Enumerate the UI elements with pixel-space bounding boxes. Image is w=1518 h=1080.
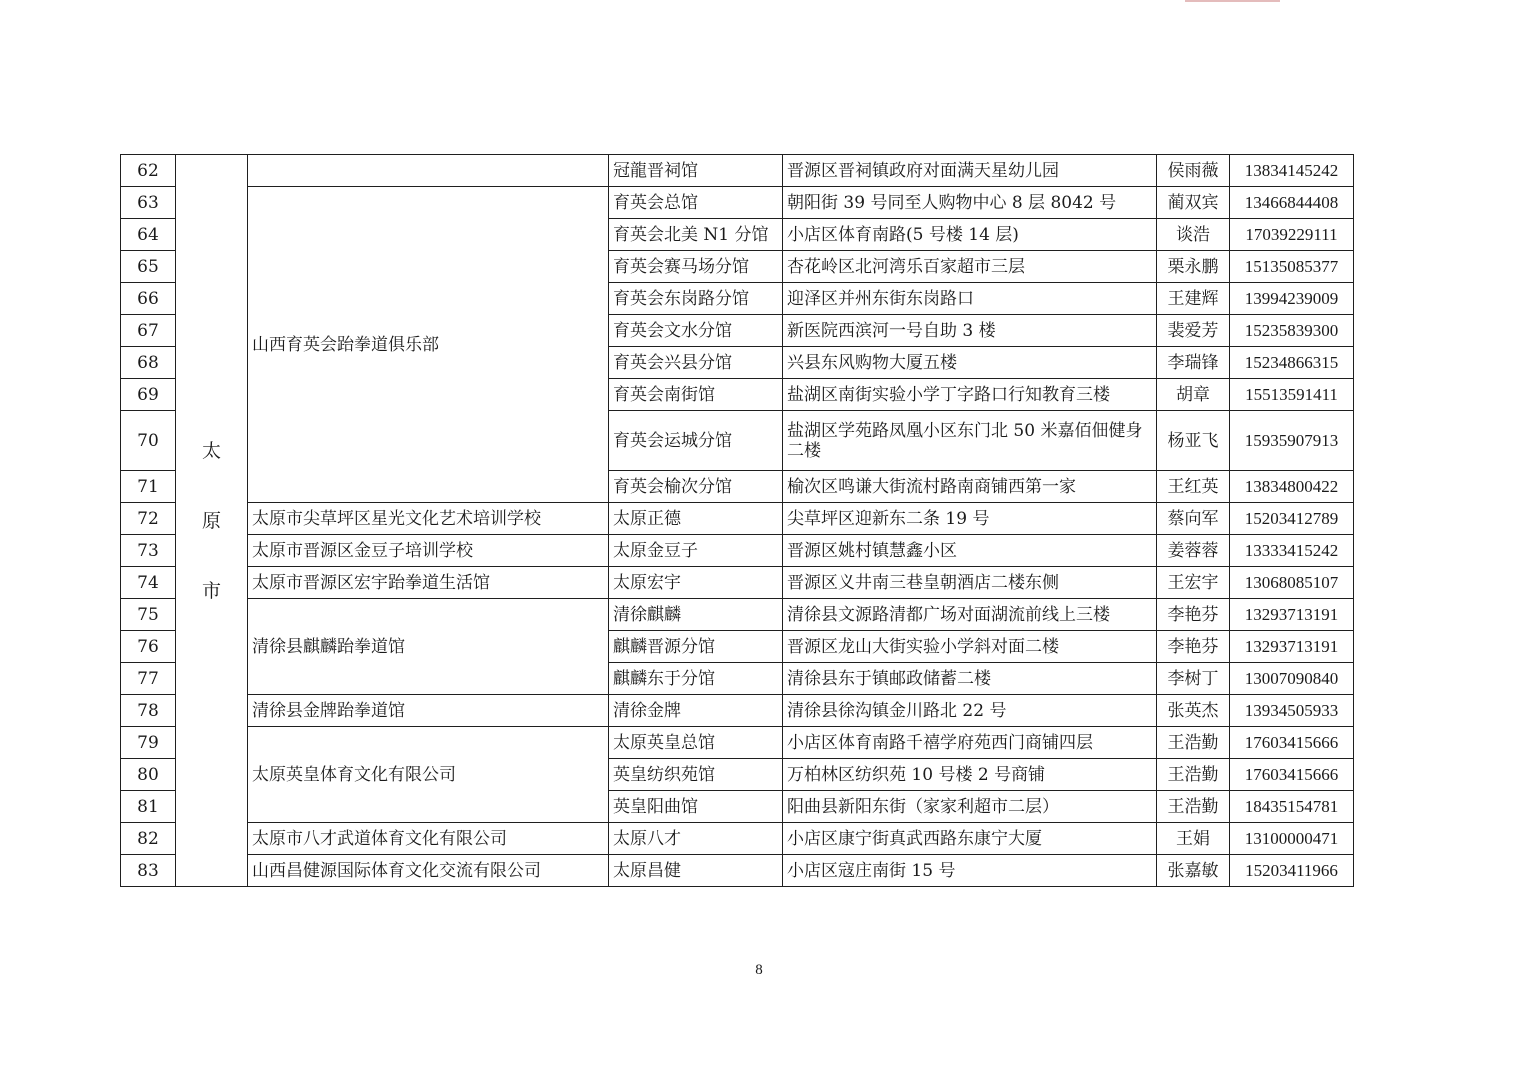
row-number: 80 — [121, 759, 176, 791]
org-name: 太原英皇体育文化有限公司 — [248, 727, 609, 823]
contact-person: 杨亚飞 — [1157, 411, 1230, 471]
row-number: 76 — [121, 631, 176, 663]
org-name: 山西昌健源国际体育文化交流有限公司 — [248, 855, 609, 887]
contact-person: 张嘉敏 — [1157, 855, 1230, 887]
venue-name: 育英会运城分馆 — [609, 411, 783, 471]
contact-phone: 15935907913 — [1230, 411, 1354, 471]
table-row — [121, 855, 1354, 887]
row-number: 69 — [121, 379, 176, 411]
contact-phone: 13834145242 — [1230, 155, 1354, 187]
venue-name: 太原金豆子 — [609, 535, 783, 567]
org-name: 太原市晋源区金豆子培训学校 — [248, 535, 609, 567]
row-number: 72 — [121, 503, 176, 535]
org-name: 清徐县麒麟跆拳道馆 — [248, 599, 609, 695]
row-number: 77 — [121, 663, 176, 695]
venue-name: 清徐金牌 — [609, 695, 783, 727]
contact-phone: 18435154781 — [1230, 791, 1354, 823]
table-row — [121, 155, 1354, 187]
contact-person: 李树丁 — [1157, 663, 1230, 695]
org-name: 清徐县金牌跆拳道馆 — [248, 695, 609, 727]
venue-name: 育英会赛马场分馆 — [609, 251, 783, 283]
contact-phone: 13100000471 — [1230, 823, 1354, 855]
contact-phone: 13293713191 — [1230, 631, 1354, 663]
venue-address: 晋源区龙山大街实验小学斜对面二楼 — [783, 631, 1157, 663]
venue-name: 太原八才 — [609, 823, 783, 855]
venue-address: 兴县东风购物大厦五楼 — [783, 347, 1157, 379]
table-row — [121, 187, 1354, 219]
venue-name: 英皇阳曲馆 — [609, 791, 783, 823]
row-number: 64 — [121, 219, 176, 251]
org-cell-empty — [248, 155, 609, 187]
contact-phone: 13068085107 — [1230, 567, 1354, 599]
table-row — [121, 727, 1354, 759]
row-number: 75 — [121, 599, 176, 631]
city-char: 原 — [201, 509, 221, 532]
venue-roster-table — [120, 154, 1354, 887]
venue-address: 榆次区鸣谦大街流村路南商铺西第一家 — [783, 471, 1157, 503]
venue-address: 万柏林区纺织苑 10 号楼 2 号商铺 — [783, 759, 1157, 791]
venue-address: 晋源区晋祠镇政府对面满天星幼儿园 — [783, 155, 1157, 187]
venue-name: 育英会总馆 — [609, 187, 783, 219]
row-number: 66 — [121, 283, 176, 315]
contact-person: 王红英 — [1157, 471, 1230, 503]
venue-name: 麒麟东于分馆 — [609, 663, 783, 695]
venue-name: 太原正德 — [609, 503, 783, 535]
venue-address: 杏花岭区北河湾乐百家超市三层 — [783, 251, 1157, 283]
contact-phone: 15513591411 — [1230, 379, 1354, 411]
row-number: 67 — [121, 315, 176, 347]
city-cell — [176, 155, 248, 887]
contact-phone: 17603415666 — [1230, 759, 1354, 791]
contact-person: 李瑞锋 — [1157, 347, 1230, 379]
contact-phone: 13934505933 — [1230, 695, 1354, 727]
contact-person: 胡章 — [1157, 379, 1230, 411]
venue-name: 冠龍晋祠馆 — [609, 155, 783, 187]
row-number: 63 — [121, 187, 176, 219]
row-number: 68 — [121, 347, 176, 379]
contact-phone: 15135085377 — [1230, 251, 1354, 283]
org-name: 山西育英会跆拳道俱乐部 — [248, 187, 609, 503]
table-row — [121, 503, 1354, 535]
venue-name: 麒麟晋源分馆 — [609, 631, 783, 663]
contact-phone: 13293713191 — [1230, 599, 1354, 631]
contact-phone: 15203411966 — [1230, 855, 1354, 887]
contact-phone: 13834800422 — [1230, 471, 1354, 503]
row-number: 83 — [121, 855, 176, 887]
venue-address: 晋源区姚村镇慧鑫小区 — [783, 535, 1157, 567]
contact-person: 李艳芬 — [1157, 599, 1230, 631]
page-number: 8 — [755, 962, 763, 978]
scan-edge-mark — [1185, 0, 1280, 2]
venue-address: 尖草坪区迎新东二条 19 号 — [783, 503, 1157, 535]
contact-person: 王浩勤 — [1157, 791, 1230, 823]
contact-person: 王宏宇 — [1157, 567, 1230, 599]
table-row — [121, 695, 1354, 727]
venue-address: 盐湖区南街实验小学丁字路口行知教育三楼 — [783, 379, 1157, 411]
row-number: 62 — [121, 155, 176, 187]
venue-name: 育英会文水分馆 — [609, 315, 783, 347]
contact-person: 王浩勤 — [1157, 759, 1230, 791]
venue-address: 清徐县徐沟镇金川路北 22 号 — [783, 695, 1157, 727]
org-name: 太原市晋源区宏宇跆拳道生活馆 — [248, 567, 609, 599]
table-row — [121, 599, 1354, 631]
venue-name: 太原宏宇 — [609, 567, 783, 599]
venue-name: 育英会南街馆 — [609, 379, 783, 411]
venue-address: 小店区寇庄南街 15 号 — [783, 855, 1157, 887]
venue-address: 阳曲县新阳东街（家家利超市二层） — [783, 791, 1157, 823]
venue-address: 小店区康宁街真武西路东康宁大厦 — [783, 823, 1157, 855]
org-name: 太原市尖草坪区星光文化艺术培训学校 — [248, 503, 609, 535]
venue-name: 太原英皇总馆 — [609, 727, 783, 759]
contact-person: 李艳芬 — [1157, 631, 1230, 663]
contact-person: 侯雨薇 — [1157, 155, 1230, 187]
org-name: 太原市八才武道体育文化有限公司 — [248, 823, 609, 855]
venue-address: 盐湖区学苑路凤凰小区东门北 50 米嘉佰佃健身二楼 — [783, 411, 1157, 471]
venue-address: 迎泽区并州东街东岗路口 — [783, 283, 1157, 315]
table-row — [121, 823, 1354, 855]
contact-person: 张英杰 — [1157, 695, 1230, 727]
contact-phone: 15235839300 — [1230, 315, 1354, 347]
venue-address: 新医院西滨河一号自助 3 楼 — [783, 315, 1157, 347]
row-number: 71 — [121, 471, 176, 503]
row-number: 65 — [121, 251, 176, 283]
contact-person: 蔺双宾 — [1157, 187, 1230, 219]
contact-phone: 15203412789 — [1230, 503, 1354, 535]
venue-address: 晋源区义井南三巷皇朝酒店二楼东侧 — [783, 567, 1157, 599]
row-number: 78 — [121, 695, 176, 727]
venue-name: 育英会北美 N1 分馆 — [609, 219, 783, 251]
venue-name: 英皇纺织苑馆 — [609, 759, 783, 791]
venue-name: 育英会榆次分馆 — [609, 471, 783, 503]
venue-name: 清徐麒麟 — [609, 599, 783, 631]
row-number: 82 — [121, 823, 176, 855]
contact-person: 王浩勤 — [1157, 727, 1230, 759]
contact-person: 谈浩 — [1157, 219, 1230, 251]
contact-phone: 13007090840 — [1230, 663, 1354, 695]
contact-person: 裴爱芳 — [1157, 315, 1230, 347]
city-char: 市 — [201, 579, 221, 602]
contact-phone: 15234866315 — [1230, 347, 1354, 379]
venue-address: 清徐县东于镇邮政储蓄二楼 — [783, 663, 1157, 695]
venue-address: 小店区体育南路千禧学府苑西门商铺四层 — [783, 727, 1157, 759]
venue-address: 小店区体育南路(5 号楼 14 层) — [783, 219, 1157, 251]
contact-person: 栗永鹏 — [1157, 251, 1230, 283]
table-row — [121, 567, 1354, 599]
contact-phone: 13994239009 — [1230, 283, 1354, 315]
contact-phone: 17039229111 — [1230, 219, 1354, 251]
venue-address: 清徐县文源路清都广场对面湖流前线上三楼 — [783, 599, 1157, 631]
venue-name: 育英会兴县分馆 — [609, 347, 783, 379]
contact-person: 王娟 — [1157, 823, 1230, 855]
contact-person: 王建辉 — [1157, 283, 1230, 315]
table-row — [121, 535, 1354, 567]
city-char: 太 — [201, 439, 221, 462]
row-number: 81 — [121, 791, 176, 823]
row-number: 73 — [121, 535, 176, 567]
row-number: 74 — [121, 567, 176, 599]
row-number: 70 — [121, 411, 176, 471]
contact-phone: 17603415666 — [1230, 727, 1354, 759]
row-number: 79 — [121, 727, 176, 759]
contact-person: 蔡向军 — [1157, 503, 1230, 535]
contact-person: 姜蓉蓉 — [1157, 535, 1230, 567]
venue-name: 太原昌健 — [609, 855, 783, 887]
venue-name: 育英会东岗路分馆 — [609, 283, 783, 315]
contact-phone: 13333415242 — [1230, 535, 1354, 567]
venue-address: 朝阳街 39 号同至人购物中心 8 层 8042 号 — [783, 187, 1157, 219]
contact-phone: 13466844408 — [1230, 187, 1354, 219]
